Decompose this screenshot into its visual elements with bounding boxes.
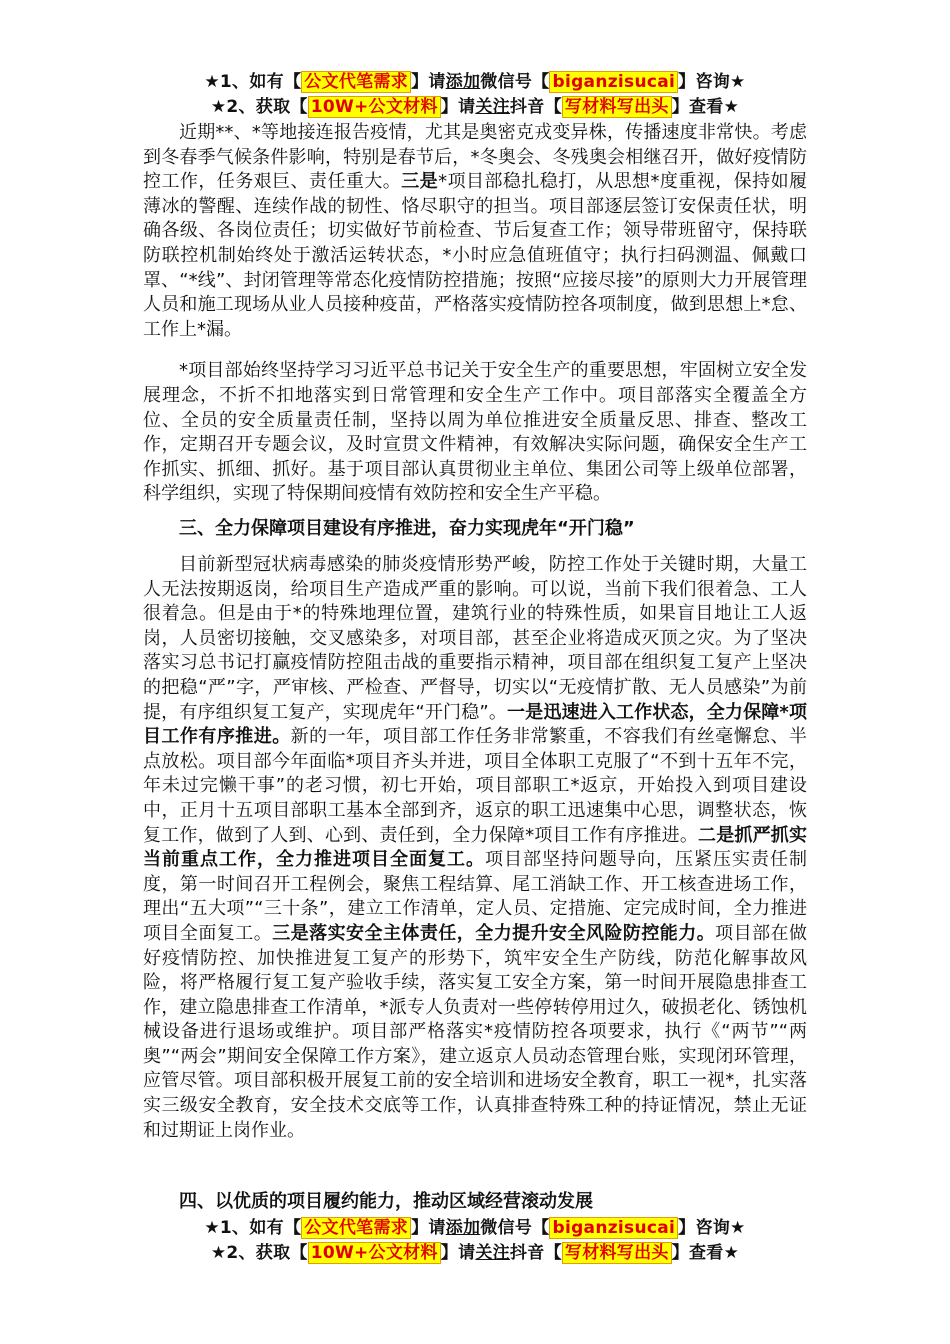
body-text-1	[143, 121, 807, 507]
highlight-wechat-id: biganzisucai	[549, 71, 678, 93]
promo-banner-bottom-1: ★1、如有【 公文代笔需求 】请添加微信号【 biganzisucai 】咨询★	[204, 1218, 746, 1238]
highlight-wechat-id: biganzisucai	[549, 1217, 678, 1239]
paragraph-epidemic: 近期**、*等地接连报告疫情，尤其是奥密克戎变异株，传播速度非常快。考虑到冬春季气候条件影响，特别是春节后，*冬奥会、冬残奥会相继召开，做好疫情防控工作，任务艰巨、责任重大。三是*项目部稳扎稳打，从思想*度重视，保持如履薄冰的警醒、连续作战的韧性、恪尽职守的担当。项目部逐层签订安保责任状，明确各级、各岗位责任；切实做好节前检查、节后复查工作；领导带班留守，保持联防联控机制始终处于激活运转状态，*小时应急值班值守；执行扫码测温、佩戴口罩、“*线”、封闭管理等常态化疫情防控措施；按照“应接尽接”的原则大力开展管理人员和施工现场从业人员接种疫苗，严格落实疫情防控各项制度，做到思想上*怠、工作上*漏。	[143, 122, 808, 340]
highlight-materials: 10W+公文材料	[308, 96, 441, 118]
highlight-douyin: 写材料写出头	[562, 1242, 672, 1264]
highlight-service: 公文代笔需求	[301, 1217, 411, 1239]
promo-banner-top-1: ★1、如有【 公文代笔需求 】请添加微信号【 biganzisucai 】咨询★	[204, 72, 746, 92]
highlight-douyin: 写材料写出头	[562, 96, 672, 118]
highlight-materials: 10W+公文材料	[308, 1242, 441, 1264]
highlight-service: 公文代笔需求	[301, 71, 411, 93]
section-heading-3: 三、全力保障项目建设有序推进，奋力实现虎年“开门稳”	[179, 518, 635, 539]
paragraph-safety: *项目部始终坚持学习习近平总书记关于安全生产的重要思想，牢固树立安全发展理念，不折不扣地落实到日常管理和安全生产工作中。项目部落实全覆盖全方位、全员的安全质量责任制，坚持以周为单位推进安全质量反思、排查、整改工作，定期召开专题会议，及时宣贯文件精神，有效解决实际问题，确保安全生产工作抓实、抓细、抓好。基于项目部认真贯彻业主单位、集团公司等上级单位部署，科学组织，实现了特保期间疫情有效防控和安全生产平稳。	[143, 360, 807, 505]
paragraph-resumption: 目前新型冠状病毒感染的肺炎疫情形势严峻，防控工作处于关键时期，大量工人无法按期返岗，给项目生产造成严重的影响。可以说，当前下我们很着急、工人很着急。但是由于*的特殊地理位置，建筑行业的特殊性质，如果盲目地让工人返岗，人员密切接触，交叉感染多，对项目部，甚至企业将造成灭顶之灾。为了坚决落实习总书记打赢疫情防控阻击战的重要指示精神，项目部在组织复工复产上坚决的把稳“严”字，严审核、严检查、严督导，切实以“无疫情扩散、无人员感染”为前提，有序组织复工复产，实现虎年“开门稳”。一是迅速进入工作状态，全力保障*项目工作有序推进。新的一年，项目部工作任务非常繁重，不容我们有丝毫懈怠、半点放松。项目部今年面临*项目齐头并进，项目全体职工克服了“不到十五年不完，年未过完懒干事”的老习惯，初七开始，项目部职工*返京，开始投入到项目建设中，正月十五项目部职工基本全部到齐，返京的职工迅速集中心思，调整状态，恢复工作，做到了人到、心到、责任到，全力保障*项目工作有序推进。二是抓严抓实当前重点工作，全力推进项目全面复工。项目部坚持问题导向，压紧压实责任制度，第一时间召开工程例会，聚焦工程结算、尾工消缺工作、开工核查进场工作，理出“五大项”“三十条”，建立工作清单，定人员、定措施、定完成时间，全力推进项目全面复工。三是落实安全主体责任，全力提升安全风险防控能力。项目部在做好疫情防控、加快推进复工复产的形势下，筑牢安全生产防线，防范化解事故风险，将严格履行复工复产验收手续，落实复工安全方案，第一时间开展隐患排查工作，建立隐患排查工作清单，*派专人负责对一些停转停用过久，破损老化、锈蚀机械设备进行退场或维护。项目部严格落实*疫情防控各项要求，执行《“两节”“两奥”“两会”期间安全保障工作方案》，建立返京人员动态管理台账，实现闭环管理，应管尽管。项目部积极开展复工前的安全培训和进场安全教育，职工一视*，扎实落实三级安全教育，安全技术交底等工作，认真排查特殊工种的持证情况，禁止无证和过期证上岗作业。	[143, 554, 808, 1141]
promo-banner-bottom-2: ★2、获取【 10W+公文材料 】请关注抖音【 写材料写出头 】查看★	[210, 1243, 740, 1263]
promo-banner-top-2: ★2、获取【 10W+公文材料 】请关注抖音【 写材料写出头 】查看★	[210, 97, 740, 117]
section-heading-4: 四、以优质的项目履约能力，推动区域经营滚动发展	[179, 1191, 593, 1212]
body-text-2	[143, 553, 807, 1143]
